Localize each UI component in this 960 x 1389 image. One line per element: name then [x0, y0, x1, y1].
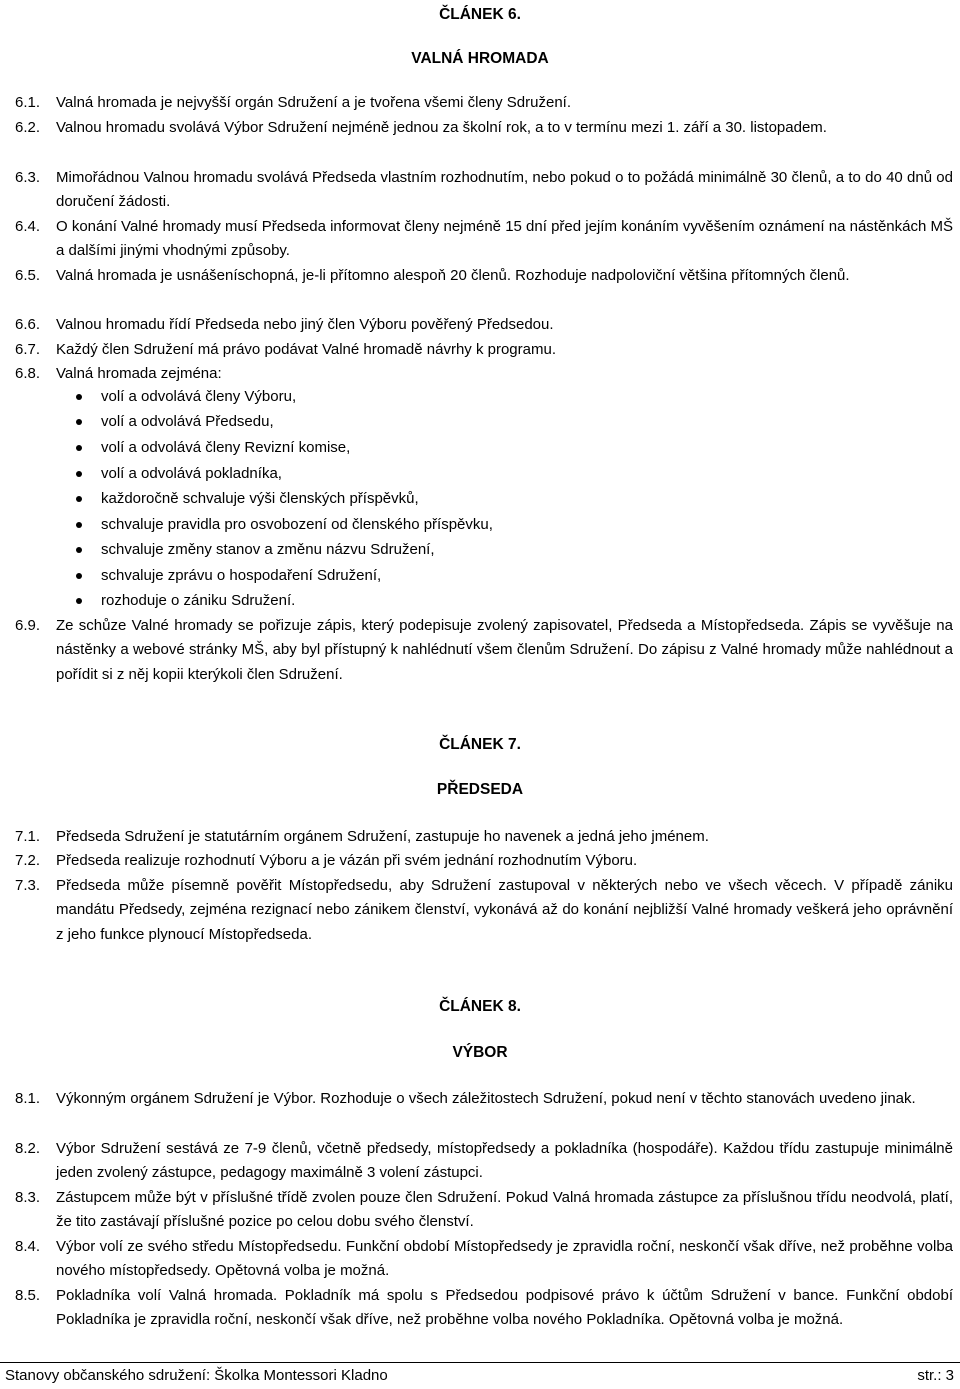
paragraph-text: Zástupcem může být v příslušné třídě zvolen pouze člen Sdružení. Pokud Valná hromada zástupce za příslušnou třídu neodvolá, platí, že tito zastávají příslušné pozice po celou dobu svého členství.	[56, 1189, 953, 1231]
list-item-text: volí a odvolává členy Výboru,	[101, 388, 297, 405]
paragraph-8-1	[15, 1087, 953, 1111]
paragraph-text: Ze schůze Valné hromady se pořizuje zápis, který podepisuje zvolený zapisovatel, Předseda a Místopředseda. Zápis se vyvěšuje na nástěnky a webové stránky MŠ, aby byl přístupný k nahlédnutí všem členům Sdružení. Do zápisu z Valné hromady může nahlédnout a pořídit si z něj kopii kterýkoli člen Sdružení.	[56, 617, 953, 683]
paragraph-text: Valnou hromadu řídí Předseda nebo jiný člen Výboru pověřený Předsedou.	[56, 316, 554, 333]
list-item-text: schvaluje pravidla pro osvobození od členského příspěvku,	[101, 516, 493, 533]
paragraph-text: Valnou hromadu svolává Výbor Sdružení nejméně jednou za školní rok, a to v termínu mezi 1. září a 30. listopadem.	[56, 119, 827, 136]
paragraph-6-7	[15, 338, 953, 362]
paragraph-number: 6.7.	[15, 341, 41, 358]
list-item	[0, 436, 960, 460]
bullet-icon	[76, 573, 82, 579]
bullet-icon	[76, 547, 82, 553]
paragraph-7-1	[15, 825, 953, 849]
paragraph-text: Předseda Sdružení je statutárním orgánem Sdružení, zastupuje ho navenek a jedná jeho jménem.	[56, 828, 709, 845]
list-item	[0, 538, 960, 562]
list-item-text: schvaluje změny stanov a změnu názvu Sdružení,	[101, 541, 435, 558]
paragraph-text: O konání Valné hromady musí Předseda informovat členy nejméně 15 dní před jejím konáním vyvěšením oznámení na nástěnkách MŠ a dalšími jinými vhodnými způsoby.	[56, 218, 953, 260]
list-item	[0, 513, 960, 537]
paragraph-text: Valná hromada je nejvyšší orgán Sdružení a je tvořena všemi členy Sdružení.	[56, 94, 571, 111]
paragraph-text: Valná hromada zejména:	[56, 365, 222, 382]
paragraph-text: Valná hromada je usnášeníschopná, je-li přítomno alespoň 20 členů. Rozhoduje nadpoloviční většina přítomných členů.	[56, 267, 850, 284]
paragraph-number: 8.5.	[15, 1287, 41, 1304]
bullet-icon	[76, 496, 82, 502]
paragraph-number: 6.5.	[15, 267, 41, 284]
paragraph-text: Mimořádnou Valnou hromadu svolává Předseda vlastním rozhodnutím, nebo pokud o to požádá minimálně 30 členů, a to do 40 dnů od doručení žádosti.	[56, 169, 953, 211]
paragraph-8-5	[15, 1284, 953, 1333]
article-6-title: ČLÁNEK 6.	[439, 6, 521, 23]
list-item	[0, 385, 960, 409]
footer-document-title: Stanovy občanského sdružení: Školka Montessori Kladno	[5, 1367, 388, 1384]
list-item	[0, 410, 960, 434]
article-6-subtitle: VALNÁ HROMADA	[411, 50, 549, 67]
list-item-text: volí a odvolává pokladníka,	[101, 465, 282, 482]
article-7-subtitle: PŘEDSEDA	[436, 781, 524, 798]
bullet-icon	[76, 445, 82, 451]
paragraph-text: Výkonným orgánem Sdružení je Výbor. Rozhoduje o všech záležitostech Sdružení, pokud není v těchto stanovách uvedeno jinak.	[56, 1090, 916, 1107]
bullet-icon	[76, 598, 82, 604]
paragraph-number: 6.3.	[15, 169, 41, 186]
paragraph-6-2	[15, 116, 953, 140]
paragraph-number: 6.9.	[15, 617, 41, 634]
paragraph-7-2	[15, 849, 953, 873]
paragraph-number: 8.1.	[15, 1090, 41, 1107]
article-8-subtitle: VÝBOR	[452, 1044, 508, 1061]
list-item	[0, 589, 960, 613]
paragraph-number: 6.6.	[15, 316, 41, 333]
paragraph-text: Předseda realizuje rozhodnutí Výboru a je vázán při svém jednání rozhodnutím Výboru.	[56, 852, 638, 869]
footer-page-number: str.: 3	[917, 1367, 954, 1384]
paragraph-number: 6.1.	[15, 94, 41, 111]
paragraph-text: Pokladníka volí Valná hromada. Pokladník má spolu s Předsedou podpisové právo k účtům Sdružení v bance. Funkční období Pokladníka je zpravidla roční, neskončí však dříve, než proběhne volba nového Pokladníka. Opětovná volba je možná.	[56, 1287, 953, 1329]
article-7-title: ČLÁNEK 7.	[439, 736, 521, 753]
paragraph-7-3	[15, 874, 953, 947]
list-item	[0, 564, 960, 588]
list-item-text: rozhoduje o zániku Sdružení.	[101, 592, 296, 609]
paragraph-text: Předseda může písemně pověřit Místopředsedu, aby Sdružení zastupoval v některých nebo ve všech věcech. V případě zániku mandátu Předsedy, zejména rezignací nebo zánikem členství, vykonává až do konání nejbližší Valné hromady veškerá jeho oprávnění z jeho funkce plynoucí Místopředseda.	[56, 877, 953, 943]
list-item-text: volí a odvolává Předsedu,	[101, 413, 274, 430]
paragraph-6-8	[15, 362, 953, 386]
list-item	[0, 462, 960, 486]
paragraph-number: 6.2.	[15, 119, 41, 136]
paragraph-number: 7.2.	[15, 852, 41, 869]
paragraph-8-2	[15, 1137, 953, 1186]
paragraph-number: 7.3.	[15, 877, 41, 894]
paragraph-number: 8.3.	[15, 1189, 41, 1206]
bullet-icon	[76, 471, 82, 477]
bullet-icon	[76, 419, 82, 425]
bullet-icon	[76, 522, 82, 528]
paragraph-6-5	[15, 264, 953, 288]
paragraph-6-3	[15, 166, 953, 215]
list-item	[0, 487, 960, 511]
paragraph-number: 7.1.	[15, 828, 41, 845]
paragraph-6-6	[15, 313, 953, 337]
article-8-title: ČLÁNEK 8.	[439, 998, 521, 1015]
bullet-icon	[76, 394, 82, 400]
paragraph-8-4	[15, 1235, 953, 1284]
page-footer	[0, 1362, 960, 1389]
paragraph-text: Výbor volí ze svého středu Místopředsedu. Funkční období Místopředsedy je zpravidla roční, neskončí však dříve, než proběhne volba nového místopředsedy. Opětovná volba je možná.	[56, 1238, 953, 1280]
paragraph-6-9	[15, 614, 953, 687]
paragraph-8-3	[15, 1186, 953, 1235]
paragraph-number: 6.4.	[15, 218, 41, 235]
list-item-text: volí a odvolává členy Revizní komise,	[101, 439, 351, 456]
list-item-text: každoročně schvaluje výši členských příspěvků,	[101, 490, 419, 507]
paragraph-text: Výbor Sdružení sestává ze 7-9 členů, včetně předsedy, místopředsedy a pokladníka (hospodáře). Každou třídu zastupuje minimálně jeden zvolený zástupce, pedagogy maximálně 3 volení zástupci.	[56, 1140, 953, 1182]
paragraph-6-4	[15, 215, 953, 264]
paragraph-text: Každý člen Sdružení má právo podávat Valné hromadě návrhy k programu.	[56, 341, 556, 358]
paragraph-number: 8.2.	[15, 1140, 41, 1157]
list-item-text: schvaluje zprávu o hospodaření Sdružení,	[101, 567, 382, 584]
paragraph-number: 6.8.	[15, 365, 41, 382]
paragraph-number: 8.4.	[15, 1238, 41, 1255]
paragraph-6-1	[15, 91, 953, 115]
